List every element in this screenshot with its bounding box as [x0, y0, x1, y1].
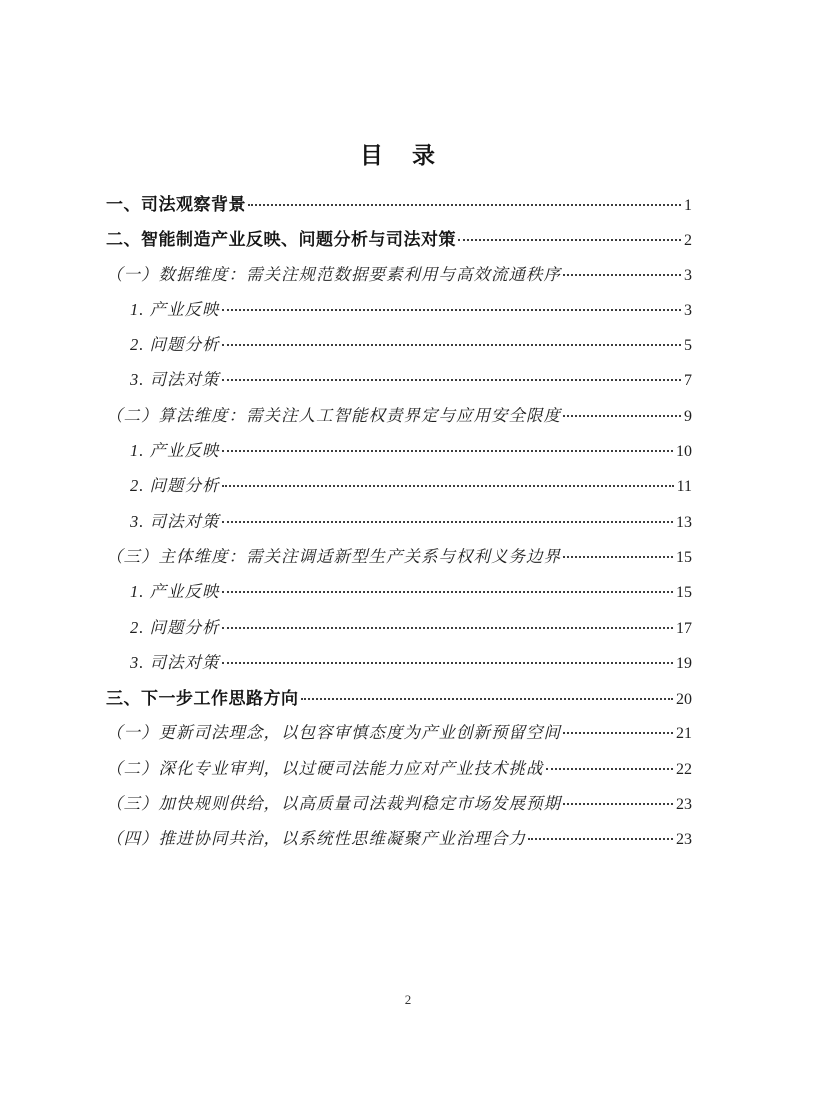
toc-entry-title: （三）加快规则供给，以高质量司法裁判稳定市场发展预期	[106, 794, 561, 814]
toc-page-number: 20	[676, 691, 692, 709]
toc-entry[interactable]	[106, 790, 692, 825]
toc-page-number: 15	[676, 584, 692, 602]
toc-entry[interactable]	[106, 190, 692, 225]
toc-page-number: 13	[676, 513, 692, 531]
page-title: 目 录	[360, 142, 438, 168]
toc-entry[interactable]	[106, 755, 692, 790]
toc-leader-dots	[563, 556, 673, 558]
toc-leader-dots	[563, 803, 673, 805]
toc-entry[interactable]	[106, 543, 692, 578]
toc-leader-dots	[222, 344, 682, 346]
toc-content	[106, 138, 692, 861]
toc-entry-title: （二）算法维度：需关注人工智能权责界定与应用安全限度	[106, 405, 561, 425]
toc-entry-title: （一）数据维度：需关注规范数据要素利用与高效流通秩序	[106, 264, 561, 284]
toc-page-number: 17	[676, 619, 692, 637]
toc-entry[interactable]	[106, 296, 692, 331]
toc-entry-title: 2. 问题分析	[130, 335, 220, 355]
toc-entry-title: （一）更新司法理念，以包容审慎态度为产业创新预留空间	[106, 723, 561, 743]
toc-entry[interactable]	[106, 578, 692, 613]
toc-entry[interactable]	[106, 472, 692, 507]
footer-page-number: 2	[404, 992, 412, 1007]
toc-leader-dots	[248, 204, 681, 206]
toc-entry[interactable]	[106, 649, 692, 684]
toc-entry[interactable]	[106, 684, 692, 719]
toc-page-number: 23	[676, 831, 692, 849]
toc-entry-title: 3. 司法对策	[130, 370, 220, 390]
toc-page-number: 21	[676, 725, 692, 743]
toc-entry[interactable]	[106, 331, 692, 366]
toc-page-number: 9	[684, 407, 692, 425]
toc-page-number: 19	[676, 654, 692, 672]
toc-entry[interactable]	[106, 366, 692, 401]
toc-leader-dots	[563, 415, 681, 417]
table-of-contents	[106, 190, 692, 861]
toc-entry[interactable]	[106, 225, 692, 260]
toc-leader-dots	[458, 239, 681, 241]
toc-leader-dots	[563, 274, 681, 276]
toc-entry-title: 三、下一步工作思路方向	[106, 689, 299, 709]
toc-leader-dots	[222, 662, 674, 664]
toc-entry-title: 2. 问题分析	[130, 617, 220, 637]
toc-leader-dots	[301, 698, 674, 700]
toc-page-number: 10	[676, 443, 692, 461]
toc-entry-title: （三）主体维度：需关注调适新型生产关系与权利义务边界	[106, 546, 561, 566]
toc-entry[interactable]	[106, 508, 692, 543]
toc-entry-title: 2. 问题分析	[130, 476, 220, 496]
toc-entry-title: 二、智能制造产业反映、问题分析与司法对策	[106, 230, 456, 250]
toc-page-number: 23	[676, 796, 692, 814]
toc-leader-dots	[222, 485, 674, 487]
toc-page-number: 3	[684, 266, 692, 284]
toc-entry-title: （四）推进协同共治，以系统性思维凝聚产业治理合力	[106, 829, 526, 849]
toc-entry[interactable]	[106, 261, 692, 296]
toc-leader-dots	[222, 521, 674, 523]
toc-leader-dots	[563, 732, 673, 734]
toc-entry[interactable]	[106, 402, 692, 437]
toc-leader-dots	[222, 379, 682, 381]
toc-leader-dots	[528, 838, 673, 840]
toc-page-number: 2	[684, 232, 692, 250]
toc-page-number: 11	[676, 478, 692, 496]
toc-page-number: 1	[684, 197, 692, 214]
toc-page-number: 3	[684, 301, 692, 319]
toc-entry[interactable]	[106, 719, 692, 754]
toc-leader-dots	[546, 768, 674, 770]
toc-leader-dots	[222, 450, 674, 452]
toc-entry-title: 1. 产业反映	[130, 299, 220, 319]
toc-entry-title: 1. 产业反映	[130, 441, 220, 461]
toc-entry-title: 3. 司法对策	[130, 511, 220, 531]
toc-entry[interactable]	[106, 437, 692, 472]
toc-page-number: 22	[676, 760, 692, 778]
toc-leader-dots	[222, 591, 674, 593]
toc-page-number: 5	[684, 337, 692, 355]
toc-entry-title: 1. 产业反映	[130, 582, 220, 602]
toc-entry-title: （二）深化专业审判，以过硬司法能力应对产业技术挑战	[106, 758, 544, 778]
toc-entry-title: 一、司法观察背景	[106, 195, 246, 214]
toc-leader-dots	[222, 309, 682, 311]
toc-entry[interactable]	[106, 614, 692, 649]
toc-page-number: 15	[676, 548, 692, 566]
toc-entry-title: 3. 司法对策	[130, 652, 220, 672]
toc-entry[interactable]	[106, 825, 692, 860]
toc-leader-dots	[222, 627, 674, 629]
toc-page-number: 7	[684, 372, 692, 390]
